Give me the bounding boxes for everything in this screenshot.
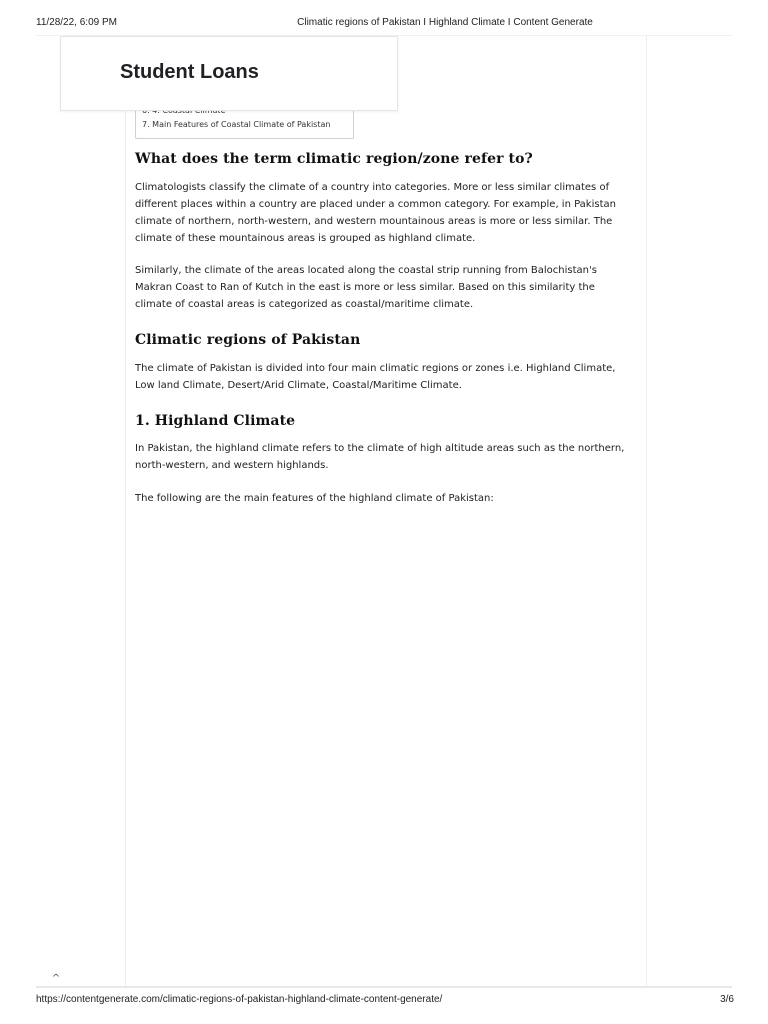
paragraph-four-regions: The climate of Pakistan is divided into four main climatic regions or zones i.e. Highland Climate, Low land Climate, Desert/Arid Climate, Coastal/Maritime Climate. <box>135 363 616 391</box>
ad-headline[interactable]: Student Loans <box>120 61 259 83</box>
paragraph-coastal-similarity: Similarly, the climate of the areas located along the coastal strip running from Balochistan's Makran Coast to Ran of Kutch in the east is more or less similar. Based on this similarity the climate of coastal areas is categorized as coastal/maritime climate. <box>135 265 597 310</box>
print-footer <box>0 994 768 1008</box>
print-date: 11/28/22, 6:09 PM <box>36 17 117 28</box>
print-page-title: Climatic regions of Pakistan I Highland Climate I Content Generate <box>297 17 593 28</box>
heading-highland-climate: 1. Highland Climate <box>135 413 296 429</box>
page-number: 3/6 <box>720 994 734 1005</box>
heading-climatic-region-definition: What does the term climatic region/zone refer to? <box>135 151 533 167</box>
footer-divider <box>36 986 732 988</box>
print-header <box>0 17 768 31</box>
advertisement-banner[interactable] <box>60 36 398 111</box>
scroll-to-top-button[interactable] <box>44 972 68 986</box>
print-url: https://contentgenerate.com/climatic-regions-of-pakistan-highland-climate-content-generate/ <box>36 994 443 1005</box>
toc-item-coastal-features[interactable]: 7. Main Features of Coastal Climate of Pakistan <box>142 120 331 129</box>
paragraph-classification: Climatologists classify the climate of a country into categories. More or less similar climates of different places within a country are placed under a common category. For example, in Pakistan climate of northern, north-western, and western mountainous areas is more or less similar. The climate of these mountainous areas is grouped as highland climate. <box>135 182 616 244</box>
paragraph-highland-features-intro: The following are the main features of the highland climate of Pakistan: <box>135 493 494 504</box>
chevron-up-icon: ^ <box>51 973 61 984</box>
heading-climatic-regions: Climatic regions of Pakistan <box>135 332 361 348</box>
paragraph-highland-definition: In Pakistan, the highland climate refers to the climate of high altitude areas such as the northern, north-western, and western highlands. <box>135 443 625 471</box>
